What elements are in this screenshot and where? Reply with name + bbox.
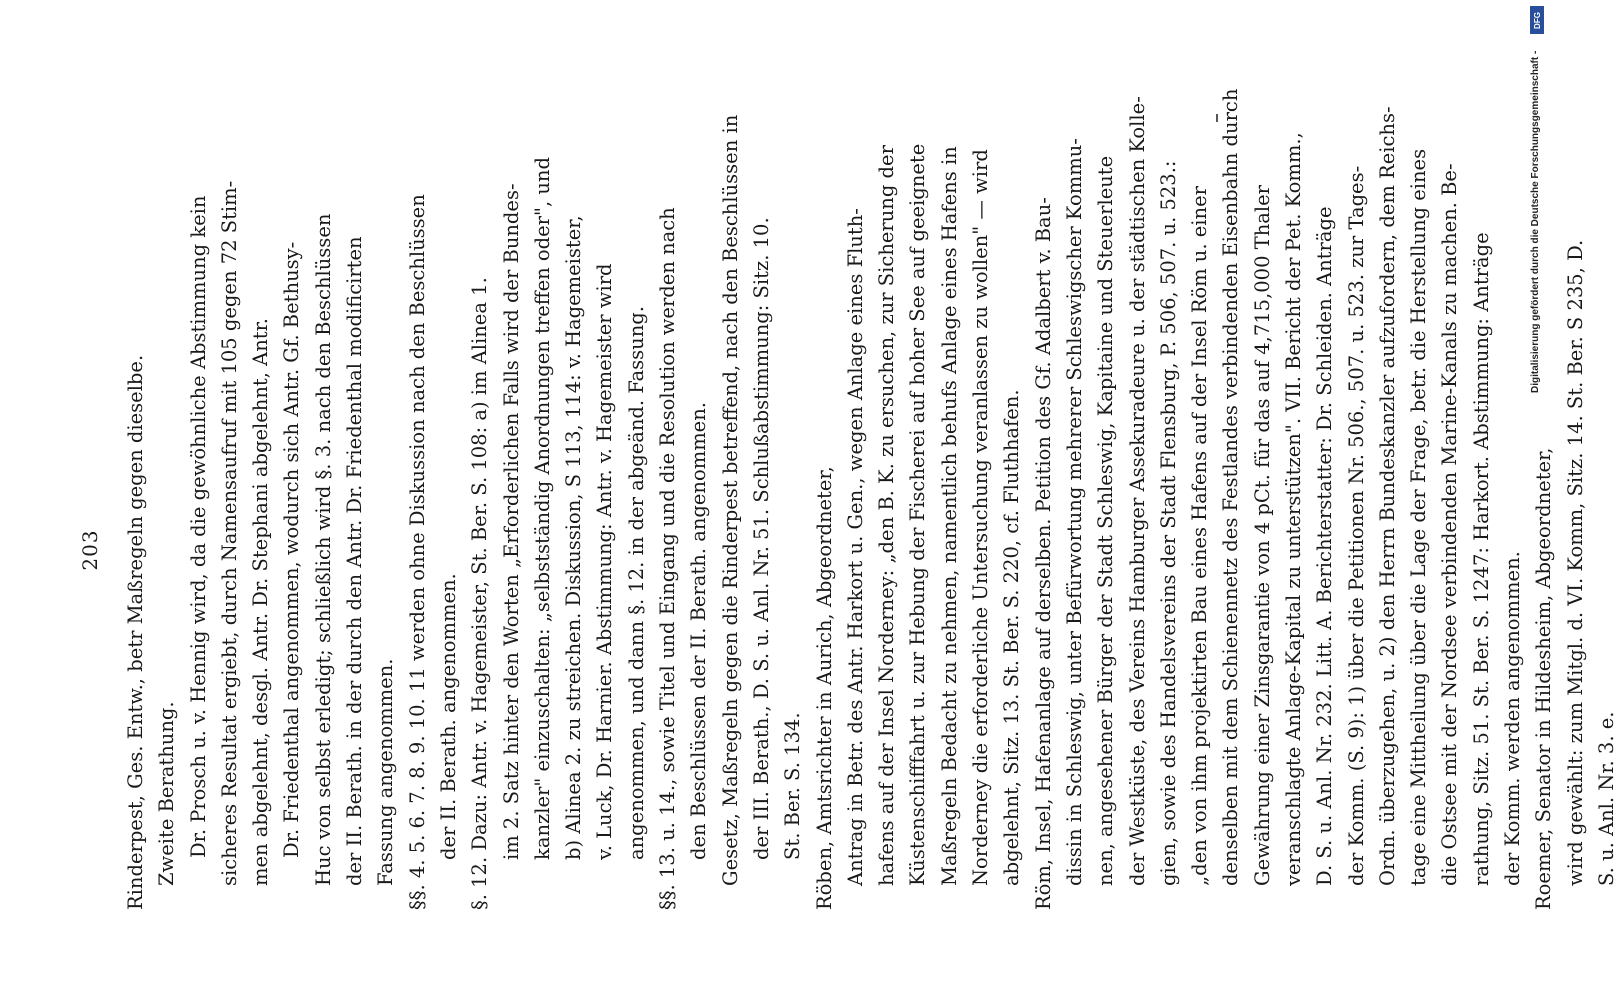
text-line: Roemer, Senator in Hildesheim, Abgeordneter, bbox=[1532, 447, 1556, 910]
text-line: Rinderpest, Ges. Entw., betr Maßregeln gegen dieselbe. bbox=[124, 354, 147, 910]
text-line: rathung, Sitz. 51. St. Ber. S. 1247: Harkort. Abstimmung: Anträge bbox=[1469, 232, 1493, 886]
dfg-logo-text: DFG bbox=[1532, 11, 1542, 29]
text-line: v. Luck, Dr. Harnier. Abstimmung: Antr. v. Hagemeister wird bbox=[593, 263, 617, 860]
text-line: Gewährung einer Zinsgarantie von 4 pCt. für das auf 4,715,000 Thaler bbox=[1250, 185, 1274, 886]
text-line: Antrag in Betr. des Antr. Harkort u. Gen., wegen Anlage eines Fluth- bbox=[843, 208, 867, 886]
text-line: der II. Berath. angenommen. bbox=[436, 573, 460, 860]
text-line: §. 12. Dazu: Antr. v. Hagemeister, St. Ber. S. 108: a) im Alinea 1. bbox=[468, 277, 492, 910]
text-column bbox=[120, 88, 1622, 910]
text-line: Huc von selbst erledigt; schließlich wird §. 3. nach den Beschlüssen bbox=[311, 213, 335, 886]
text-line: Röben, Amtsrichter in Aurich, Abgeordneter, bbox=[812, 466, 836, 910]
text-line: Küstenschifffahrt u. zur Hebung der Fischerei auf hoher See auf geeignete bbox=[906, 143, 930, 886]
text-line: §§. 13. u. 14., sowie Titel und Eingang und die Resolution werden nach bbox=[656, 207, 680, 910]
text-line: nen, angesehener Bürger der Stadt Schleswig, Kapitaine und Steuerleute bbox=[1094, 155, 1118, 886]
text-line: im 2. Satz hinter den Worten „Erforderlichen Falls wird der Bundes- bbox=[499, 183, 523, 860]
text-line: Zweite Berathung. bbox=[155, 701, 179, 886]
text-line: §§. 4. 5. 6. 7. 8. 9. 10. 11 werden ohne Diskussion nach den Beschlüssen bbox=[405, 194, 429, 910]
text-line: hafens auf der Insel Norderney: „den B. K. zu ersuchen, zur Sicherung der bbox=[875, 145, 899, 886]
text-line: b) Alinea 2. zu streichen. Diskussion, S 113, 114: v. Hagemeister, bbox=[562, 215, 586, 860]
text-line: Fassung angenommen. bbox=[374, 658, 398, 886]
text-line: D. S. u. Anl. Nr. 232. Litt. A. Berichterstatter: Dr. Schleiden. Anträge bbox=[1313, 206, 1337, 886]
text-line: kanzler" einzuschalten: „selbstständig Anordnungen treffen oder", und bbox=[530, 157, 554, 860]
text-line: der II. Berath. in der durch den Antr. Dr. Friedenthal modificirten bbox=[343, 236, 367, 886]
text-line: dissin in Schleswig, unter Befürwortung mehrerer Schleswigscher Kommu- bbox=[1062, 138, 1086, 886]
text-line: St. Ber. S. 134. bbox=[781, 712, 805, 860]
text-line: abgelehnt, Sitz. 13. St. Ber. S. 220, cf. Fluthhafen. bbox=[1000, 389, 1024, 886]
scan-speck bbox=[1216, 114, 1218, 122]
text-line: sicheres Resultat ergiebt, durch Namensaufruf mit 105 gegen 72 Stim- bbox=[217, 180, 241, 886]
text-line: Dr. Friedenthal angenommen, wodurch sich Antr. Gf. Bethusy- bbox=[280, 241, 304, 858]
text-line: der Westküste, des Vereins Hamburger Assekuradeure u. der städtischen Kolle- bbox=[1125, 96, 1149, 886]
text-line: veranschlagte Anlage-Kapital zu unterstützen". VII. Bericht der Pet. Komm., bbox=[1281, 132, 1305, 886]
text-line: angenommen, und dann §. 12. in der abgeänd. Fassung. bbox=[624, 306, 648, 860]
text-line: S. u. Anl. Nr. 3. e. bbox=[1594, 711, 1618, 886]
text-line: tage eine Mittheilung über die Lage der Frage, betr. die Herstellung eines bbox=[1407, 148, 1431, 886]
text-line: der III. Berath., D. S. u. Anl. Nr. 51. Schlußabstimmung: Sitz. 10. bbox=[749, 217, 773, 860]
text-line: den Beschlüssen der II. Berath. angenommen. bbox=[687, 402, 711, 860]
text-line: Röm, Insel, Hafenanlage auf derselben. Petition des Gf. Adalbert v. Bau- bbox=[1031, 197, 1055, 910]
text-line: der Komm. (S. 9): 1) über die Petitionen Nr. 506., 507. u. 523. zur Tages- bbox=[1344, 165, 1368, 886]
text-line: „den von ihm projektirten Bau eines Hafens auf der Insel Röm u. einer bbox=[1188, 186, 1212, 886]
text-line: Dr. Prosch u. v. Hennig wird, da die gewöhnliche Abstimmung kein bbox=[186, 195, 210, 858]
side-attribution bbox=[1528, 0, 1546, 1000]
text-line: Gesetz, Maßregeln gegen die Rinderpest betreffend, nach den Beschlüssen in bbox=[718, 114, 742, 886]
text-line: die Ostsee mit der Nordsee verbindenden Marine-Kanals zu machen. Be- bbox=[1438, 163, 1462, 886]
text-line: denselben mit dem Schienennetz des Festlandes verbindenden Eisenbahn durch bbox=[1219, 88, 1243, 886]
text-line: der Komm. werden angenommen. bbox=[1501, 551, 1525, 886]
page-number: 203 bbox=[78, 529, 102, 571]
text-line: men abgelehnt, desgl. Antr. Dr. Stephani abgelehnt, Antr. bbox=[249, 318, 273, 886]
text-line: wird gewählt: zum Mitgl. d. VI. Komm, Sitz. 14. St. Ber. S 235, D. bbox=[1563, 239, 1587, 886]
text-line: gien, sowie des Handelsvereins der Stadt Flensburg, P. 506, 507. u. 523.: bbox=[1156, 160, 1180, 886]
text-line: Norderney die erforderliche Untersuchung veranlassen zu wollen" — wird bbox=[969, 149, 993, 886]
attribution-text: Digitalisierung gefördert durch die Deutsche Forschungsgemeinschaft - bbox=[1530, 50, 1541, 393]
text-line: Maßregeln Bedacht zu nehmen, namentlich behufs Anlage eines Hafens in bbox=[937, 146, 961, 886]
text-line: Ordn. überzugehen, u. 2) den Herrn Bundeskanzler aufzufordern, dem Reichs- bbox=[1375, 106, 1399, 886]
